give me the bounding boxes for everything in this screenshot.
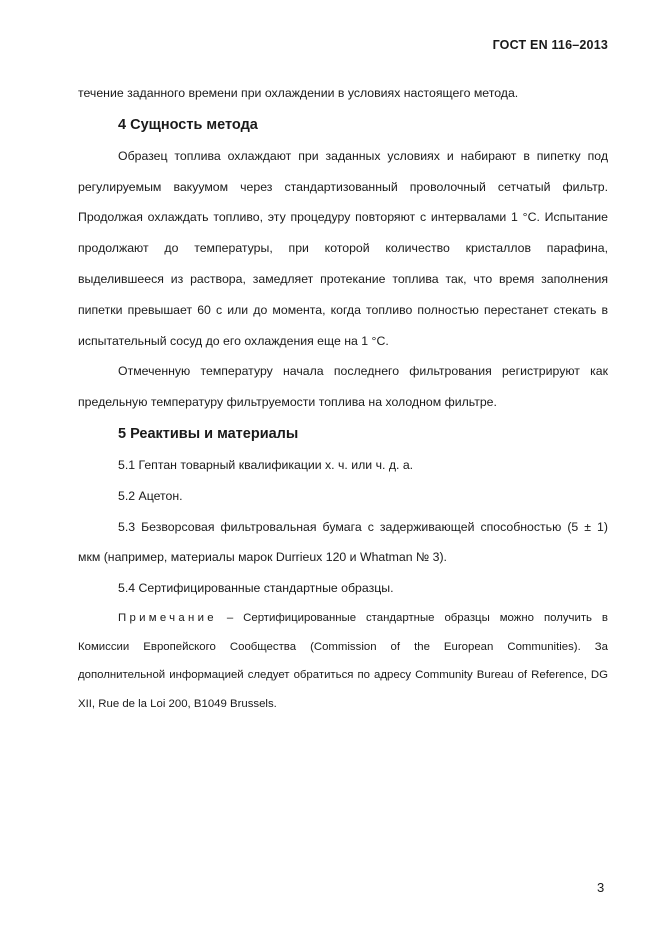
page-content [78, 78, 608, 719]
section-4-paragraph-1: Образец топлива охлаждают при заданных условиях и набирают в пипетку под регулируемым вакуумом через стандартизованный проволочный сетчатый фильтр. Продолжая охлаждать топливо, эту процедуру повторяют с интервалами 1 °С. Испытание продолжают до температуры, при которой количество кристаллов парафина, выделившееся из раствора, замедляет протекание топлива так, что время заполнения пипетки превышает 60 с или до момента, когда топливо полностью перестанет стекать в испытательный сосуд до его охлаждения еще на 1 °С. [78, 148, 608, 348]
section-4-title: 4 Сущность метода [118, 116, 258, 133]
section-5-title: 5 Реактивы и материалы [118, 425, 299, 442]
continuation-paragraph: течение заданного времени при охлаждении в условиях настоящего метода. [78, 86, 519, 100]
note-text: – Сертифицированные стандартные образцы можно получить в Комиссии Европейского Сообщества (Commission of the European Communities). За дополнительной информацией следует обратиться по адресу Community Bureau of Reference, DG XII, Rue de la Loi 200, B1049 Brussels. [78, 611, 608, 711]
item-5-3: 5.3 Безворсовая фильтровальная бумага с задерживающей способностью (5 ± 1) мкм (например, материалы марок Durrieux 120 и Whatman № 3). [78, 519, 608, 565]
item-5-1: 5.1 Гептан товарный квалификации х. ч. или ч. д. а. [118, 457, 414, 472]
section-4-paragraph-2: Отмеченную температуру начала последнего фильтрования регистрируют как предельную температуру фильтруемости топлива на холодном фильтре. [78, 364, 608, 410]
note-label: Примечание [118, 611, 217, 624]
item-5-2: 5.2 Ацетон. [118, 488, 183, 503]
note-paragraph [78, 604, 608, 719]
item-5-4: 5.4 Сертифицированные стандартные образцы. [118, 581, 394, 596]
page-number: 3 [597, 880, 605, 895]
document-code-header: ГОСТ EN 116–2013 [492, 38, 608, 52]
